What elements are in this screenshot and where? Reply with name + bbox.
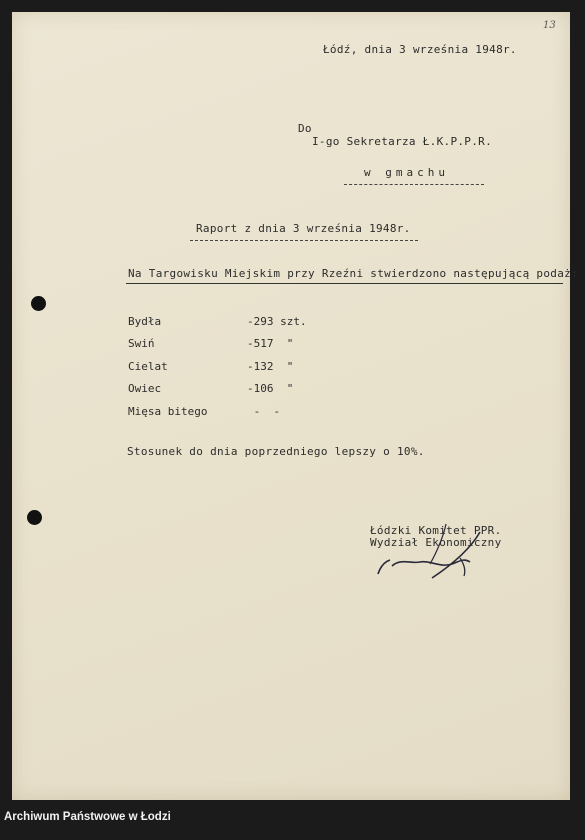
location-underline <box>344 184 484 185</box>
to-label: Do <box>298 122 312 135</box>
place-date: Łódź, dnia 3 września 1948r. <box>323 43 517 56</box>
table-row <box>128 310 307 333</box>
recipient-location: w gmachu <box>364 166 449 179</box>
table-row <box>128 333 307 356</box>
item-name: Bydła <box>128 314 162 328</box>
intro-underline <box>126 283 563 284</box>
signature-org: Łódzki Komitet PPR. <box>370 524 502 537</box>
supply-table <box>128 310 307 423</box>
recipient: I-go Sekretarza Ł.K.P.P.R. <box>312 135 492 148</box>
title-underline <box>190 240 418 241</box>
item-value: -132 " <box>247 359 294 373</box>
punch-hole-top <box>31 296 46 311</box>
report-intro: Na Targowisku Miejskim przy Rzeźni stwierdzono następującą podaż: <box>128 267 578 280</box>
report-title: Raport z dnia 3 września 1948r. <box>196 222 411 235</box>
item-name: Cielat <box>128 359 168 373</box>
archive-footer <box>0 800 585 840</box>
handwritten-signature <box>360 518 510 588</box>
item-value: -106 " <box>247 382 294 396</box>
item-name: Owiec <box>128 382 162 396</box>
item-value: -517 " <box>247 337 294 351</box>
item-name: Swiń <box>128 337 155 351</box>
comparison-note: Stosunek do dnia poprzedniego lepszy o 10%. <box>127 445 425 458</box>
table-row <box>128 400 307 423</box>
table-row <box>128 378 307 401</box>
page-number: 13 <box>543 20 556 31</box>
item-value: -293 szt. <box>247 314 307 328</box>
item-name: Mięsa bitego <box>128 404 208 418</box>
archive-name: Archiwum Państwowe w Łodzi <box>4 811 171 823</box>
signature-dept: Wydział Ekonomiczny <box>370 536 502 549</box>
punch-hole-bottom <box>27 510 42 525</box>
item-value: - - <box>247 404 281 418</box>
table-row <box>128 355 307 378</box>
